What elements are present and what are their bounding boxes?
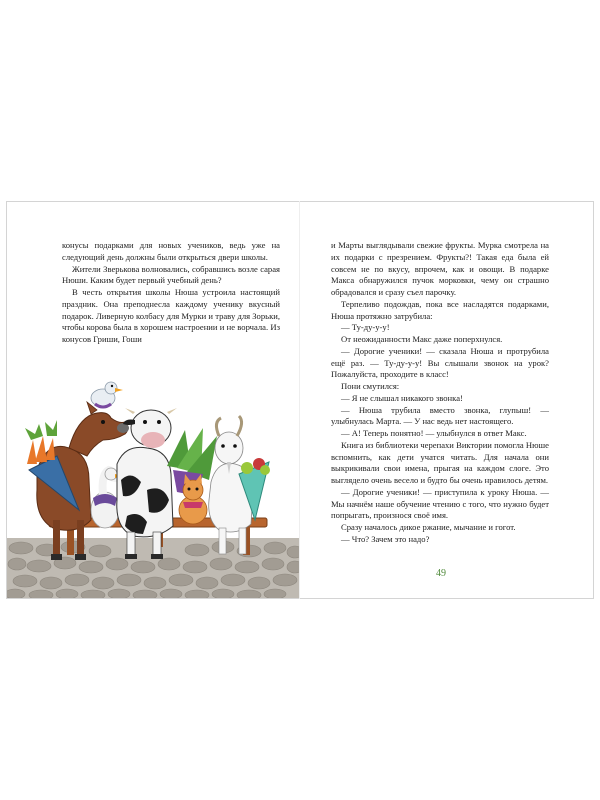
- paragraph: — Что? Зачем это надо?: [341, 533, 430, 544]
- paragraph: Пони смутился:: [341, 381, 400, 391]
- paragraph: От неожиданности Макс даже поперхнулся.: [341, 334, 503, 344]
- paragraph: и Марты выглядывали свежие фрукты. Мурка смотрела на их подарки с презрением. Фрукты?! Такая еда была ей совсем не по вкусу, впрочем, как и овощи. В подарке Макса обнаружился пучок морковки, чему он страшно обрадовался и сразу съел парочку.: [331, 240, 549, 297]
- right-page-text: [331, 240, 549, 546]
- paragraph: Терпеливо подождав, пока все насладятся подарками, Нюша протяжно затрубила:: [331, 298, 549, 321]
- paragraph: — Нюша трубила вместо звонка, глупыш! — улыбнулась Марта. — У нас ведь нет настоящего.: [331, 404, 549, 427]
- paragraph: — Дорогие ученики! — сказала Нюша и протрубила ещё раз. — Ту-ду-у-у! Вы слышали звонок на урок? Пожалуйста, проходите в класс!: [331, 345, 549, 380]
- paragraph: — Ту-ду-у-у!: [341, 322, 390, 333]
- paragraph: — Я не слышал никакого звонка!: [341, 392, 463, 403]
- illustration-animals-on-bench: [7, 370, 299, 598]
- bird-figure: [91, 382, 123, 407]
- paragraph: Сразу началось дикое ржание, мычание и гогот.: [341, 522, 516, 532]
- left-page-text: [62, 240, 280, 346]
- paragraph: — Дорогие ученики! — приступила к уроку Нюша. — Мы начнём наше обучение чтению с того, что нужно будет попрыгать, произнося своё имя.: [331, 486, 549, 521]
- page-fold: [299, 201, 300, 599]
- page-number: 49: [436, 568, 446, 579]
- paragraph: Книга из библиотеки черепахи Виктории помогла Нюше вспомнить, как дети учатся читать. Для начала они выкрикивали свои имена, прыгая на каждом слоге. Это выглядело очень весело и будто бы очень нравилось детям.: [331, 439, 549, 485]
- paragraph: — А! Теперь понятно! — улыбнулся в ответ Макс.: [341, 428, 527, 438]
- paragraph: Жители Зверькова волновались, собравшись возле сарая Нюши. Каким будет первый учебный день?: [62, 263, 280, 286]
- paragraph: конусы подарками для новых учеников, ведь уже на следующий день должны были открыться двери школы.: [62, 240, 280, 262]
- paragraph: В честь открытия школы Нюша устроила настоящий праздник. Она преподнесла каждому ученику вкусный подарок. Ливерную колбасу для Мурки и траву для Зорьки, чтобы корова была в хорошем настроении и не ворчала. Из конусов Гриши, Гоши: [62, 287, 280, 344]
